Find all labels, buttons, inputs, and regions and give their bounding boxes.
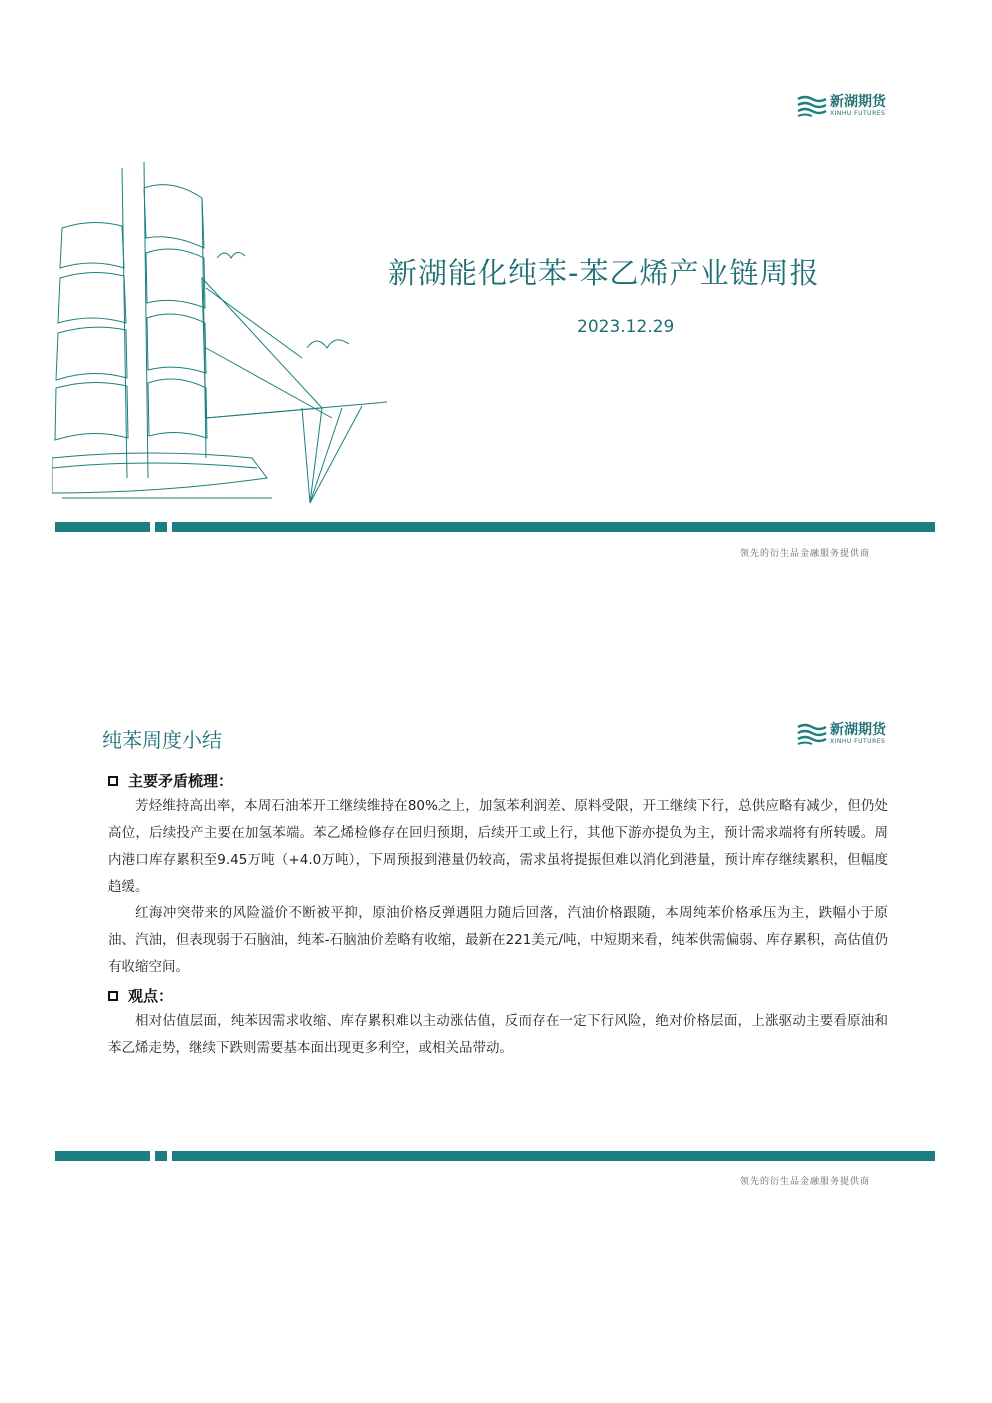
heading-main-contradictions bbox=[108, 770, 233, 791]
brand-logo-top bbox=[797, 94, 886, 118]
report-date: 2023.12.29 bbox=[577, 317, 675, 337]
footer-divider-bar-mid bbox=[155, 1151, 167, 1161]
brand-name-en: XINHU FUTURES bbox=[830, 110, 886, 117]
cover-divider-bar-left bbox=[55, 522, 150, 532]
footer-tagline: 领先的衍生品金融服务提供商 bbox=[740, 1177, 871, 1187]
footer-divider-bar-left bbox=[55, 1151, 150, 1161]
footer-divider-bar-right bbox=[172, 1151, 935, 1161]
brand-name-cn: 新湖期货 bbox=[830, 722, 886, 738]
report-title: 新湖能化纯苯-苯乙烯产业链周报 bbox=[388, 256, 820, 290]
wave-logo-icon bbox=[797, 722, 827, 746]
heading-text: 主要矛盾梳理： bbox=[128, 772, 234, 790]
heading-viewpoint bbox=[108, 985, 173, 1006]
cover-tagline: 领先的衍生品金融服务提供商 bbox=[740, 549, 871, 559]
section-title: 纯苯周度小结 bbox=[102, 728, 222, 752]
paragraph-viewpoint: 相对估值层面，纯苯因需求收缩、库存累积难以主动涨估值，反而存在一定下行风险，绝对价格层面，上涨驱动主要看原油和苯乙烯走势，继续下跌则需要基本面出现更多利空，或相关品带动。 bbox=[108, 1013, 888, 1056]
brand-name-en: XINHU FUTURES bbox=[830, 738, 886, 745]
cover-divider-bar-mid bbox=[155, 522, 167, 532]
paragraph-price: 红海冲突带来的风险溢价不断被平抑，原油价格反弹遇阻力随后回落，汽油价格跟随，本周纯苯价格承压为主，跌幅小于原油、汽油，但表现弱于石脑油，纯苯-石脑油价差略有收缩，最新在221美元/吨，中短期来看，纯苯供需偏弱、库存累积，高估值仍有收缩空间。 bbox=[108, 905, 888, 975]
sailing-ship-illustration bbox=[52, 158, 392, 520]
square-bullet-icon bbox=[108, 991, 118, 1001]
paragraph-supply-demand: 芳烃维持高出率，本周石油苯开工继续维持在80%之上，加氢苯利润差、原料受限，开工继续下行，总供应略有减少，但仍处高位，后续投产主要在加氢苯端。苯乙烯检修存在回归预期，后续开工或上行，其他下游亦提负为主，预计需求端将有所转暖。周内港口库存累积至9.45万吨（+4.0万吨），下周预报到港量仍较高，需求虽将提振但难以消化到港量，预计库存继续累积，但幅度趋缓。 bbox=[108, 798, 888, 895]
square-bullet-icon bbox=[108, 776, 118, 786]
brand-logo-page2 bbox=[797, 722, 886, 746]
wave-logo-icon bbox=[797, 94, 827, 118]
cover-divider-bar-right bbox=[172, 522, 935, 532]
brand-name-cn: 新湖期货 bbox=[830, 94, 886, 110]
heading-text: 观点： bbox=[128, 987, 174, 1005]
